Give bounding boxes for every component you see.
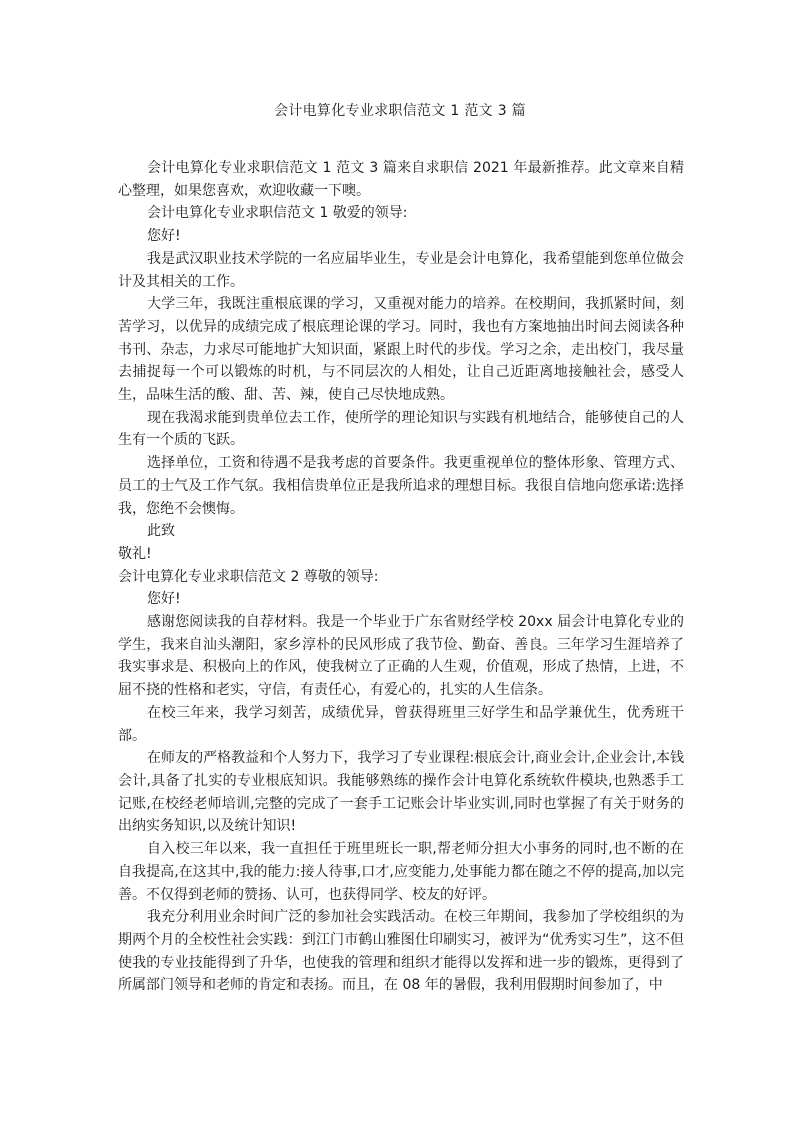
paragraph: 会计电算化专业求职信范文 1 敬爱的领导: <box>147 205 408 222</box>
paragraph: 在师友的严格教益和个人努力下，我学习了专业课程:根底会计,商业会计,企业会计,本钱会计,具备了扎实的专业根底知识。我能够熟练的操作会计电算化系统软件模块,也熟悉手工记账,在校经老师培训,完整的完成了一套手工记账会计毕业实训,同时也掌握了有关于财务的出纳实务知识,以及统计知识! <box>118 750 684 835</box>
paragraph: 敬礼! <box>118 545 152 562</box>
paragraph: 现在我渴求能到贵单位去工作，使所学的理论知识与实践有机地结合，能够使自己的人生有一个质的飞跃。 <box>118 409 684 449</box>
paragraph: 您好! <box>147 591 181 608</box>
paragraph: 会计电算化专业求职信范文 2 尊敬的领导: <box>118 568 379 585</box>
paragraph: 会计电算化专业求职信范文 1 范文 3 篇来自求职信 2021 年最新推荐。此文章来自精心整理，如果您喜欢，欢迎收藏一下噢。 <box>118 160 684 199</box>
paragraph: 感谢您阅读我的自荐材料。我是一个毕业于广东省财经学校 20xx 届会计电算化专业的学生，我来自汕头潮阳，家乡淳朴的民风形成了我节俭、勤奋、善良。三年学习生涯培养了我实事求是、积极向上的作风，使我树立了正确的人生观，价值观，形成了热情，上进，不屈不挠的性格和老实，守信，有责任心，有爱心的，扎实的人生信条。 <box>118 614 684 699</box>
paragraph: 自入校三年以来，我一直担任于班里班长一职,帮老师分担大小事务的同时,也不断的在自我提高,在这其中,我的能力:接人待事,口才,应变能力,处事能力都在随之不停的提高,加以完善。不仅得到老师的赞扬、认可，也获得同学、校友的好评。 <box>118 841 684 903</box>
document-title: 会计电算化专业求职信范文 1 范文 3 篇 <box>274 103 526 119</box>
paragraph: 选择单位，工资和待遇不是我考虑的首要条件。我更重视单位的整体形象、管理方式、员工的士气及工作气氛。我相信贵单位正是我所追求的理想目标。我很自信地向您承诺:选择我，您绝不会懊悔。 <box>118 455 684 517</box>
document-body <box>118 157 684 997</box>
paragraph: 您好! <box>147 228 181 245</box>
paragraph: 此致 <box>147 523 175 540</box>
paragraph: 在校三年来，我学习刻苦，成绩优异，曾获得班里三好学生和品学兼优生，优秀班干部。 <box>118 704 684 744</box>
paragraph: 我充分利用业余时间广泛的参加社会实践活动。在校三年期间，我参加了学校组织的为期两个月的全校性社会实践：到江门市鹤山雅图仕印刷实习，被评为“优秀实习生”，这不但使我的专业技能得到了升华，也使我的管理和组织才能得以发挥和进一步的锻炼，更得到了所属部门领导和老师的肯定和表扬。而且，在 08 年的暑假，我利用假期时间参加了，中 <box>118 909 684 994</box>
paragraph: 我是武汉职业技术学院的一名应届毕业生，专业是会计电算化，我希望能到您单位做会计及其相关的工作。 <box>118 250 684 290</box>
paragraph: 大学三年，我既注重根底课的学习，又重视对能力的培养。在校期间，我抓紧时间，刻苦学习，以优异的成绩完成了根底理论课的学习。同时，我也有方案地抽出时间去阅读各种书刊、杂志，力求尽可能地扩大知识面，紧跟上时代的步伐。学习之余，走出校门，我尽量去捕捉每一个可以锻炼的时机，与不同层次的人相处，让自己近距离地接触社会，感受人生，品味生活的酸、甜、苦、辣，使自己尽快地成熟。 <box>118 296 684 404</box>
